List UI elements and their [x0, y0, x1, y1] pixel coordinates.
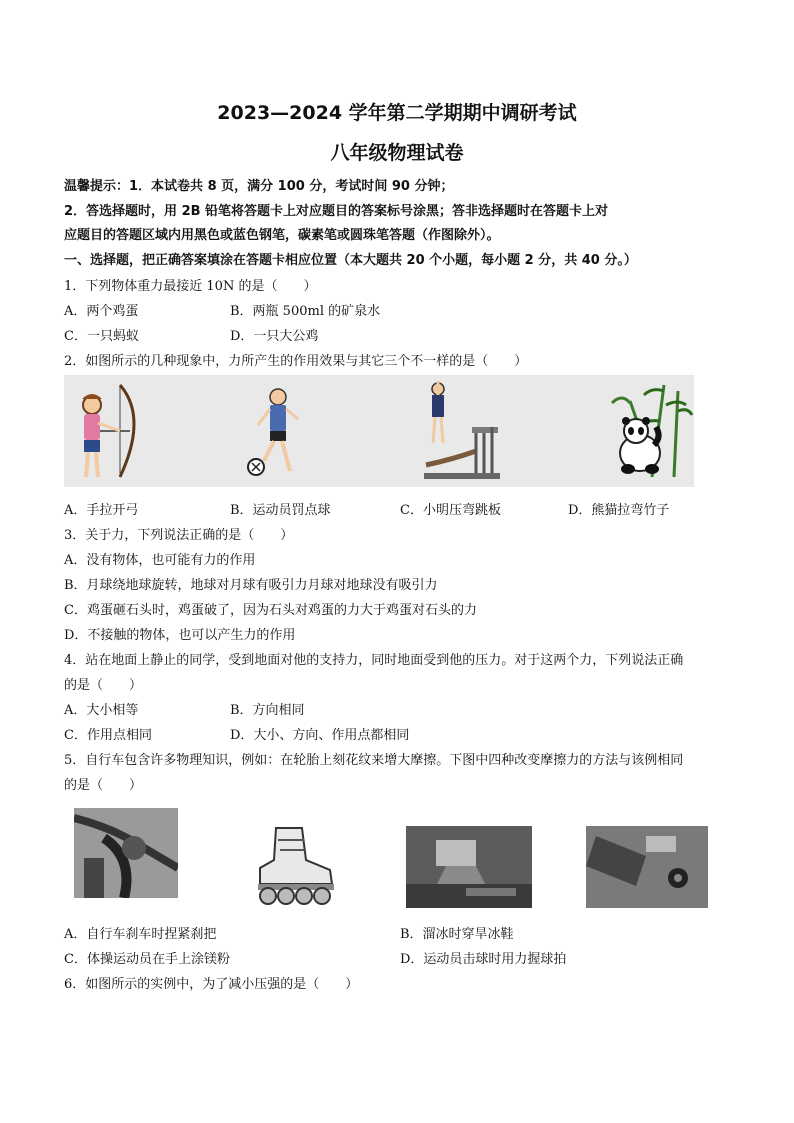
- question-2-option-b: B．运动员罚点球: [230, 503, 331, 518]
- panda-bamboo-figure: [604, 381, 694, 481]
- question-1-stem: 1．下列物体重力最接近 10N 的是（ ）: [64, 279, 317, 294]
- question-5-stem-line-1: 5．自行车包含许多物理知识，例如：在轮胎上刻花纹来增大摩擦。下图中四种改变摩擦力的方法与该例相同: [64, 753, 684, 768]
- question-2-option-d: D．熊猫拉弯竹子: [568, 503, 670, 518]
- question-5-option-d: D．运动员击球时用力握球拍: [400, 952, 567, 967]
- instruction-line-2: 2．答选择题时，用 2B 铅笔将答题卡上对应题目的答案标号涂黑；答非选择题时在答题卡上对: [64, 204, 609, 219]
- question-5-stem-line-2: 的是（ ）: [64, 778, 143, 793]
- roller-skate-figure: [246, 820, 342, 908]
- question-4-stem-line-2: 的是（ ）: [64, 678, 143, 693]
- instruction-line-3: 应题目的答题区域内用黑色或蓝色钢笔，碳素笔或圆珠笔答题（作图除外）。: [64, 228, 500, 243]
- archer-figure: [70, 381, 150, 485]
- question-4-stem-line-1: 4．站在地面上静止的同学，受到地面对他的支持力，同时地面受到他的压力。对于这两个力，下列说法正确: [64, 653, 684, 668]
- question-2-stem: 2．如图所示的几种现象中，力所产生的作用效果与其它三个不一样的是（ ）: [64, 354, 528, 369]
- question-1-option-b: B．两瓶 500ml 的矿泉水: [230, 304, 381, 319]
- question-2-option-c: C．小明压弯跳板: [400, 503, 501, 518]
- question-3-option-b: B．月球绕地球旋转，地球对月球有吸引力月球对地球没有吸引力: [64, 578, 438, 593]
- question-3-option-a: A．没有物体，也可能有力的作用: [64, 553, 256, 568]
- question-1-option-c: C．一只蚂蚁: [64, 329, 139, 344]
- question-4-option-a: A．大小相等: [64, 703, 139, 718]
- question-6-stem: 6．如图所示的实例中，为了减小压强的是（ ）: [64, 977, 359, 992]
- question-3-option-d: D．不接触的物体，也可以产生力的作用: [64, 628, 296, 643]
- question-2-option-a: A．手拉开弓: [64, 503, 139, 518]
- exam-subtitle: 八年级物理试卷: [330, 142, 464, 164]
- question-5-option-a: A．自行车刹车时捏紧刹把: [64, 927, 217, 942]
- section-heading: 一、选择题，把正确答案填涂在答题卡相应位置（本大题共 20 个小题，每小题 2 分，共 40 分。）: [64, 253, 637, 268]
- question-1-option-a: A．两个鸡蛋: [64, 304, 139, 319]
- bike-brake-photo: [74, 808, 178, 898]
- diving-board-figure: [424, 379, 504, 483]
- instruction-line-1: 温馨提示：1．本试卷共 8 页，满分 100 分，考试时间 90 分钟；: [64, 179, 454, 194]
- question-5-option-b: B．溜冰时穿旱冰鞋: [400, 927, 514, 942]
- question-3-stem: 3．关于力，下列说法正确的是（ ）: [64, 528, 294, 543]
- question-5-option-c: C．体操运动员在手上涂镁粉: [64, 952, 230, 967]
- question-4-option-d: D．大小、方向、作用点都相同: [230, 728, 410, 743]
- question-1-option-d: D．一只大公鸡: [230, 329, 319, 344]
- question-3-option-c: C．鸡蛋砸石头时，鸡蛋破了，因为石头对鸡蛋的力大于鸡蛋对石头的力: [64, 603, 477, 618]
- magnesium-powder-photo: [406, 826, 532, 908]
- question-4-option-b: B．方向相同: [230, 703, 305, 718]
- exam-title: 2023—2024 学年第二学期期中调研考试: [217, 102, 577, 124]
- question-2-figure-strip: [64, 375, 694, 487]
- soccer-kick-figure: [242, 383, 312, 483]
- question-4-option-c: C．作用点相同: [64, 728, 152, 743]
- racket-grip-photo: [586, 826, 708, 908]
